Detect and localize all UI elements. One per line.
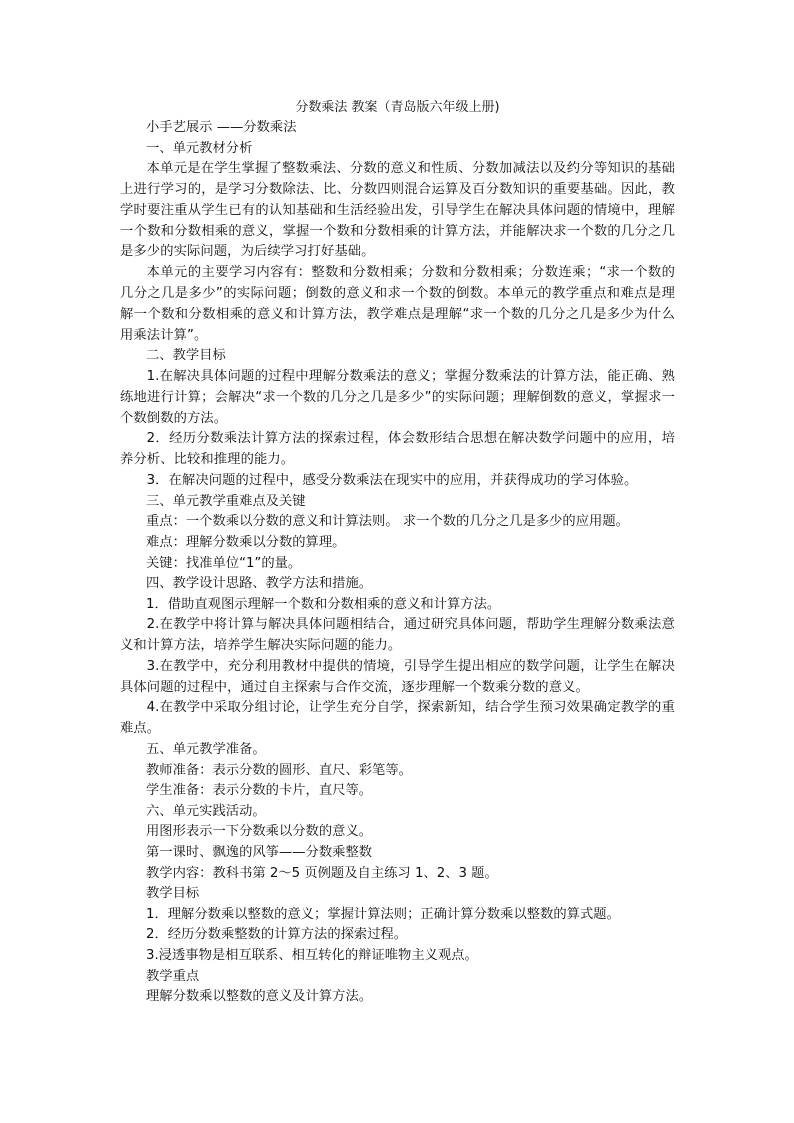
section-heading-2: 二、教学目标	[146, 348, 226, 364]
lesson-goal-1: 1．理解分数乘以整数的意义；掌握计算法则；正确计算分数乘以整数的算式题。	[146, 906, 620, 922]
document-page	[120, 98, 675, 1008]
lesson-keypoint-heading: 教学重点	[146, 968, 200, 984]
method-item-3: 3.在教学中，充分利用教材中提供的情境，引导学生提出相应的数学问题，让学生在解决具体问题的过程中，通过自主探索与合作交流，逐步理解一个数乘分数的意义。	[120, 658, 675, 695]
lesson-title: 第一课时、飘逸的风筝——分数乘整数	[146, 845, 373, 861]
subtitle-line: 小手艺展示 ——分数乘法	[146, 120, 297, 135]
lesson-goals-heading: 教学目标	[146, 886, 200, 902]
method-item-1: 1．借助直观图示理解一个数和分数相乘的意义和计算方法。	[146, 596, 501, 612]
goal-item-3: 3．在解决问题的过程中，感受分数乘法在现实中的应用，并获得成功的学习体验。	[146, 472, 638, 488]
goal-item-2: 2．经历分数乘法计算方法的探索过程，体会数形结合思想在解决数学问题中的应用，培养分析、比较和推理的能力。	[120, 431, 675, 468]
teacher-prep-line: 教师准备：表示分数的圆形、直尺、彩笔等。	[146, 762, 412, 778]
difficulty-line: 难点：理解分数乘以分数的算理。	[146, 534, 346, 550]
section-heading-5: 五、单元教学准备。	[146, 742, 266, 758]
key-factor-line: 关键：找准单位“1”的量。	[146, 555, 302, 571]
section-heading-1: 一、单元教材分析	[146, 140, 253, 156]
student-prep-line: 学生准备：表示分数的卡片，直尺等。	[146, 783, 373, 799]
lesson-content: 教学内容：教科书第 2～5 页例题及自主练习 1、2、3 题。	[146, 865, 498, 881]
lesson-goal-2: 2．经历分数乘整数的计算方法的探索过程。	[146, 927, 408, 943]
goal-item-1: 1.在解决具体问题的过程中理解分数乘法的意义；掌握分数乘法的计算方法，能正确、熟练地进行计算；会解决“求一个数的几分之几是多少”的实际问题；理解倒数的意义，掌握求一个数倒数的方法。	[120, 368, 675, 426]
activity-line: 用图形表示一下分数乘以分数的意义。	[146, 824, 373, 840]
analysis-paragraph-2: 本单元的主要学习内容有：整数和分数相乘；分数和分数相乘；分数连乘；“求一个数的几分之几是多少”的实际问题；倒数的意义和求一个数的倒数。本单元的教学重点和难点是理解一个数和分数相乘的意义和计算方法，教学难点是理解“求一个数的几分之几是多少为什么用乘法计算”。	[120, 265, 675, 343]
section-heading-3: 三、单元教学重难点及关键	[146, 493, 306, 509]
section-heading-6: 六、单元实践活动。	[146, 803, 266, 819]
key-point-line: 重点：一个数乘以分数的意义和计算法则。 求一个数的几分之几是多少的应用题。	[146, 514, 629, 530]
analysis-paragraph-1: 本单元是在学生掌握了整数乘法、分数的意义和性质、分数加减法以及约分等知识的基础上进行学习的，是学习分数除法、比、分数四则混合运算及百分数知识的重要基础。因此，教学时要注重从学生已有的认知基础和生活经验出发，引导学生在解决具体问题的情境中，理解一个数和分数相乘的意义，掌握一个数和分数相乘的计算方法，并能解决求一个数的几分之几是多少的实际问题，为后续学习打好基础。	[120, 161, 675, 260]
method-item-2: 2.在教学中将计算与解决具体问题相结合，通过研究具体问题，帮助学生理解分数乘法意义和计算方法，培养学生解决实际问题的能力。	[120, 617, 675, 654]
section-heading-4: 四、教学设计思路、教学方法和措施。	[146, 576, 373, 592]
document-title: 分数乘法 教案（青岛版六年级上册)	[295, 100, 500, 115]
lesson-goal-3: 3.浸透事物是相互联系、相互转化的辩证唯物主义观点。	[146, 948, 478, 964]
lesson-keypoint: 理解分数乘以整数的意义及计算方法。	[146, 989, 373, 1005]
method-item-4: 4.在教学中采取分组讨论，让学生充分自学，探索新知，结合学生预习效果确定教学的重难点。	[120, 700, 675, 737]
